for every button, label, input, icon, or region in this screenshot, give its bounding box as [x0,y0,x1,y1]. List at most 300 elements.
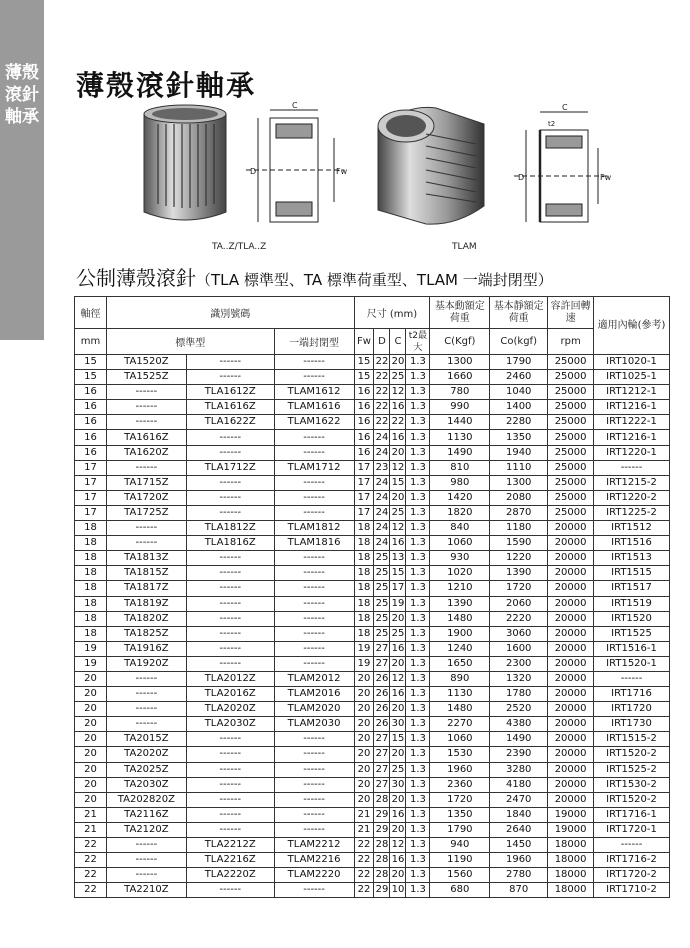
table-row [75,702,670,717]
cell-tla-code: TLA1622Z [186,415,274,430]
cell-t2: 1.3 [406,792,430,807]
cell-inner-ring: IRT1720-1 [594,822,670,837]
cell-c: 10 [390,883,406,898]
bearing-3d-illustration-tlam [366,98,496,238]
cell-tlam-code: ------ [274,883,354,898]
cell-ta-code: ------ [106,385,186,400]
cell-tla-code: ------ [186,883,274,898]
cell-shaft: 20 [75,687,107,702]
cell-tla-code: TLA1816Z [186,536,274,551]
cell-fw: 16 [354,430,374,445]
cell-tla-code: ------ [186,490,274,505]
cell-dyn-load: 680 [430,883,490,898]
table-row [75,671,670,686]
cell-tlam-code: ------ [274,430,354,445]
cell-dyn-load: 1720 [430,792,490,807]
cell-speed: 20000 [548,747,594,762]
cell-inner-ring: IRT1517 [594,581,670,596]
cell-fw: 18 [354,536,374,551]
cell-inner-ring: IRT1730 [594,717,670,732]
cell-dyn-load: 1350 [430,807,490,822]
cell-ta-code: TA1817Z [106,581,186,596]
cell-fw: 18 [354,611,374,626]
cell-ta-code: ------ [106,702,186,717]
svg-text:D: D [518,173,525,182]
cell-c: 17 [390,581,406,596]
cell-stat-load: 2870 [490,505,548,520]
table-row [75,370,670,385]
cell-fw: 20 [354,732,374,747]
cell-d: 27 [374,732,390,747]
cell-dyn-load: 1960 [430,762,490,777]
cell-shaft: 21 [75,822,107,837]
cell-ta-code: ------ [106,838,186,853]
cell-speed: 20000 [548,641,594,656]
cell-tlam-code: TLAM2216 [274,853,354,868]
cell-tlam-code: ------ [274,581,354,596]
cell-dyn-load: 840 [430,521,490,536]
table-row [75,355,670,370]
cell-c: 20 [390,792,406,807]
table-body [75,355,670,898]
header-speed: 容許回轉速 [548,297,594,329]
header-c-unit: C(Kgf) [430,329,490,355]
cell-speed: 25000 [548,415,594,430]
cell-inner-ring: IRT1220-1 [594,445,670,460]
cell-t2: 1.3 [406,581,430,596]
cell-t2: 1.3 [406,551,430,566]
cell-shaft: 20 [75,732,107,747]
cell-speed: 18000 [548,883,594,898]
cell-tla-code: ------ [186,641,274,656]
cell-shaft: 22 [75,868,107,883]
cell-shaft: 20 [75,717,107,732]
cell-stat-load: 1300 [490,475,548,490]
cell-speed: 20000 [548,566,594,581]
cell-shaft: 20 [75,671,107,686]
cell-t2: 1.3 [406,475,430,490]
cell-inner-ring: ------ [594,460,670,475]
cell-tla-code: ------ [186,355,274,370]
cell-dyn-load: 1060 [430,732,490,747]
cell-shaft: 15 [75,355,107,370]
cell-stat-load: 1320 [490,671,548,686]
cell-t2: 1.3 [406,490,430,505]
cell-shaft: 17 [75,475,107,490]
cell-speed: 20000 [548,656,594,671]
cell-d: 29 [374,807,390,822]
cell-c: 16 [390,430,406,445]
cell-stat-load: 1180 [490,521,548,536]
cell-tla-code: ------ [186,747,274,762]
cell-dyn-load: 1130 [430,430,490,445]
section-title-main: 公制薄殼滾針 [76,266,196,290]
cell-tlam-code: ------ [274,807,354,822]
cell-dyn-load: 780 [430,385,490,400]
cell-c: 20 [390,355,406,370]
cell-t2: 1.3 [406,430,430,445]
header-d: D [374,329,390,355]
header-dims: 尺寸 (mm) [354,297,430,329]
cell-tla-code: ------ [186,656,274,671]
bearing-3d-illustration-ta [130,100,240,235]
table-row [75,400,670,415]
cell-shaft: 19 [75,641,107,656]
cell-t2: 1.3 [406,355,430,370]
cell-t2: 1.3 [406,611,430,626]
cell-inner-ring: IRT1222-1 [594,415,670,430]
cell-tlam-code: ------ [274,475,354,490]
cell-dyn-load: 1240 [430,641,490,656]
header-fw: Fw [354,329,374,355]
cell-c: 20 [390,445,406,460]
cell-d: 24 [374,430,390,445]
cell-ta-code: TA2116Z [106,807,186,822]
cell-t2: 1.3 [406,536,430,551]
cell-shaft: 18 [75,581,107,596]
cell-shaft: 18 [75,536,107,551]
cell-stat-load: 3280 [490,762,548,777]
cell-dyn-load: 1190 [430,853,490,868]
cell-fw: 17 [354,505,374,520]
cell-fw: 16 [354,445,374,460]
cell-tlam-code: ------ [274,747,354,762]
cell-speed: 25000 [548,490,594,505]
cell-speed: 20000 [548,732,594,747]
cell-dyn-load: 930 [430,551,490,566]
cell-tlam-code: TLAM2220 [274,868,354,883]
table-row [75,611,670,626]
cell-fw: 21 [354,822,374,837]
cell-fw: 20 [354,747,374,762]
cell-dyn-load: 1420 [430,490,490,505]
bearing-section-drawing-ta [240,101,350,234]
cell-tla-code: ------ [186,732,274,747]
cell-c: 12 [390,521,406,536]
page-title: 薄殼滾針軸承 [76,69,257,102]
cell-stat-load: 1780 [490,687,548,702]
cell-inner-ring: IRT1516 [594,536,670,551]
cell-d: 27 [374,641,390,656]
cell-inner-ring: IRT1515-2 [594,732,670,747]
section-title-sub: （TLA 標準型、TA 標準荷重型、TLAM 一端封閉型） [196,271,553,289]
cell-stat-load: 3060 [490,626,548,641]
cell-ta-code: TA1920Z [106,656,186,671]
cell-stat-load: 4180 [490,777,548,792]
cell-tla-code: ------ [186,596,274,611]
cell-t2: 1.3 [406,626,430,641]
cell-t2: 1.3 [406,641,430,656]
cell-c: 12 [390,671,406,686]
cell-inner-ring: IRT1216-1 [594,400,670,415]
cell-ta-code: TA1725Z [106,505,186,520]
cell-dyn-load: 1660 [430,370,490,385]
cell-shaft: 16 [75,400,107,415]
cell-inner-ring: IRT1225-2 [594,505,670,520]
table-row [75,430,670,445]
cell-c: 25 [390,505,406,520]
table-row [75,807,670,822]
cell-tlam-code: ------ [274,505,354,520]
cell-stat-load: 2220 [490,611,548,626]
cell-shaft: 22 [75,883,107,898]
cell-t2: 1.3 [406,747,430,762]
cell-ta-code: TA1525Z [106,370,186,385]
cell-shaft: 16 [75,415,107,430]
cell-inner-ring: IRT1520-2 [594,747,670,762]
cell-d: 26 [374,671,390,686]
cell-shaft: 22 [75,853,107,868]
cell-t2: 1.3 [406,596,430,611]
cell-shaft: 20 [75,747,107,762]
cell-speed: 20000 [548,717,594,732]
table-row [75,762,670,777]
cell-d: 23 [374,460,390,475]
cell-tla-code: ------ [186,566,274,581]
cell-tla-code: TLA2216Z [186,853,274,868]
cell-c: 16 [390,853,406,868]
cell-ta-code: ------ [106,853,186,868]
cell-fw: 20 [354,702,374,717]
cell-speed: 20000 [548,671,594,686]
cell-c: 20 [390,822,406,837]
cell-fw: 18 [354,596,374,611]
figure-caption-tlam: TLAM [452,242,477,252]
cell-stat-load: 1960 [490,853,548,868]
cell-tla-code: TLA2012Z [186,671,274,686]
cell-dyn-load: 2270 [430,717,490,732]
cell-d: 28 [374,792,390,807]
cell-inner-ring: IRT1516-1 [594,641,670,656]
cell-speed: 25000 [548,460,594,475]
cell-shaft: 18 [75,626,107,641]
cell-stat-load: 2080 [490,490,548,505]
cell-fw: 19 [354,656,374,671]
cell-tlam-code: ------ [274,732,354,747]
cell-c: 12 [390,385,406,400]
cell-tla-code: TLA2030Z [186,717,274,732]
cell-inner-ring: IRT1215-2 [594,475,670,490]
cell-tla-code: ------ [186,551,274,566]
cell-tlam-code: ------ [274,566,354,581]
table-row [75,551,670,566]
cell-tlam-code: ------ [274,656,354,671]
cell-speed: 25000 [548,445,594,460]
side-tab [0,0,44,340]
table-row [75,490,670,505]
cell-inner-ring: IRT1519 [594,596,670,611]
cell-tlam-code: TLAM2016 [274,687,354,702]
cell-fw: 18 [354,626,374,641]
cell-c: 20 [390,702,406,717]
cell-c: 15 [390,732,406,747]
cell-tlam-code: TLAM1612 [274,385,354,400]
cell-stat-load: 1220 [490,551,548,566]
cell-shaft: 18 [75,611,107,626]
cell-ta-code: TA1715Z [106,475,186,490]
header-shaft: 軸徑 [75,297,107,329]
cell-c: 20 [390,868,406,883]
cell-t2: 1.3 [406,717,430,732]
table-row [75,536,670,551]
cell-fw: 19 [354,641,374,656]
cell-d: 22 [374,355,390,370]
cell-tlam-code: ------ [274,355,354,370]
svg-text:D: D [250,167,257,176]
section-title [76,262,553,291]
cell-tla-code: TLA1712Z [186,460,274,475]
cell-speed: 18000 [548,853,594,868]
cell-ta-code: TA1825Z [106,626,186,641]
cell-speed: 25000 [548,370,594,385]
cell-inner-ring: IRT1520-2 [594,792,670,807]
table-row [75,747,670,762]
cell-fw: 20 [354,762,374,777]
table-row [75,385,670,400]
cell-inner-ring: IRT1525-2 [594,762,670,777]
cell-ta-code: ------ [106,868,186,883]
cell-ta-code: TA2020Z [106,747,186,762]
cell-fw: 20 [354,671,374,686]
cell-tla-code: TLA1812Z [186,521,274,536]
cell-d: 29 [374,883,390,898]
cell-c: 20 [390,747,406,762]
cell-d: 25 [374,596,390,611]
cell-c: 12 [390,460,406,475]
svg-text:Fw: Fw [600,173,612,182]
cell-d: 22 [374,370,390,385]
cell-c: 13 [390,551,406,566]
table-row [75,626,670,641]
cell-tla-code: TLA2220Z [186,868,274,883]
cell-stat-load: 1490 [490,732,548,747]
cell-dyn-load: 1650 [430,656,490,671]
cell-dyn-load: 1790 [430,822,490,837]
cell-c: 16 [390,536,406,551]
cell-shaft: 19 [75,656,107,671]
cell-ta-code: TA2025Z [106,762,186,777]
cell-c: 20 [390,656,406,671]
cell-speed: 20000 [548,551,594,566]
header-standard: 標準型 [106,329,274,355]
cell-t2: 1.3 [406,370,430,385]
cell-d: 25 [374,551,390,566]
cell-t2: 1.3 [406,777,430,792]
cell-tlam-code: TLAM1712 [274,460,354,475]
cell-tlam-code: ------ [274,611,354,626]
cell-ta-code: TA1616Z [106,430,186,445]
cell-d: 28 [374,853,390,868]
cell-inner-ring: IRT1513 [594,551,670,566]
header-mm: mm [75,329,107,355]
table-row [75,475,670,490]
cell-t2: 1.3 [406,671,430,686]
cell-tla-code: ------ [186,626,274,641]
cell-stat-load: 1350 [490,430,548,445]
cell-tla-code: TLA1616Z [186,400,274,415]
cell-t2: 1.3 [406,822,430,837]
table-row [75,717,670,732]
svg-text:C: C [292,101,298,110]
cell-d: 22 [374,385,390,400]
cell-tlam-code: TLAM1616 [274,400,354,415]
table-row [75,883,670,898]
cell-tla-code: ------ [186,822,274,837]
cell-tlam-code: ------ [274,551,354,566]
cell-c: 19 [390,596,406,611]
cell-c: 25 [390,762,406,777]
cell-speed: 20000 [548,626,594,641]
table-row [75,792,670,807]
cell-ta-code: ------ [106,687,186,702]
cell-shaft: 17 [75,490,107,505]
cell-fw: 17 [354,460,374,475]
cell-speed: 20000 [548,777,594,792]
cell-tla-code: TLA2016Z [186,687,274,702]
cell-c: 30 [390,777,406,792]
table-row [75,777,670,792]
cell-t2: 1.3 [406,853,430,868]
cell-c: 25 [390,370,406,385]
cell-stat-load: 2640 [490,822,548,837]
cell-dyn-load: 1900 [430,626,490,641]
cell-tlam-code: ------ [274,370,354,385]
cell-tla-code: ------ [186,370,274,385]
header-c: C [390,329,406,355]
table-row [75,596,670,611]
cell-shaft: 20 [75,762,107,777]
cell-dyn-load: 1480 [430,702,490,717]
cell-d: 24 [374,475,390,490]
cell-fw: 20 [354,687,374,702]
cell-dyn-load: 1440 [430,415,490,430]
cell-ta-code: ------ [106,521,186,536]
cell-d: 26 [374,702,390,717]
table-row [75,505,670,520]
cell-fw: 16 [354,385,374,400]
table-row [75,415,670,430]
cell-tla-code: ------ [186,777,274,792]
cell-c: 16 [390,807,406,822]
cell-t2: 1.3 [406,521,430,536]
header-rpm: rpm [548,329,594,355]
cell-tla-code: ------ [186,445,274,460]
cell-shaft: 20 [75,792,107,807]
cell-tlam-code: ------ [274,445,354,460]
cell-fw: 16 [354,400,374,415]
table-row [75,566,670,581]
cell-fw: 18 [354,551,374,566]
cell-fw: 18 [354,521,374,536]
cell-inner-ring: IRT1716-1 [594,807,670,822]
cell-c: 25 [390,626,406,641]
cell-speed: 25000 [548,430,594,445]
cell-stat-load: 1110 [490,460,548,475]
cell-speed: 18000 [548,838,594,853]
cell-dyn-load: 1820 [430,505,490,520]
cell-ta-code: TA202820Z [106,792,186,807]
cell-stat-load: 2460 [490,370,548,385]
cell-tlam-code: ------ [274,490,354,505]
cell-inner-ring: IRT1515 [594,566,670,581]
cell-fw: 17 [354,490,374,505]
cell-t2: 1.3 [406,687,430,702]
cell-t2: 1.3 [406,460,430,475]
cell-inner-ring: IRT1220-2 [594,490,670,505]
cell-d: 27 [374,656,390,671]
cell-speed: 25000 [548,385,594,400]
cell-d: 22 [374,415,390,430]
